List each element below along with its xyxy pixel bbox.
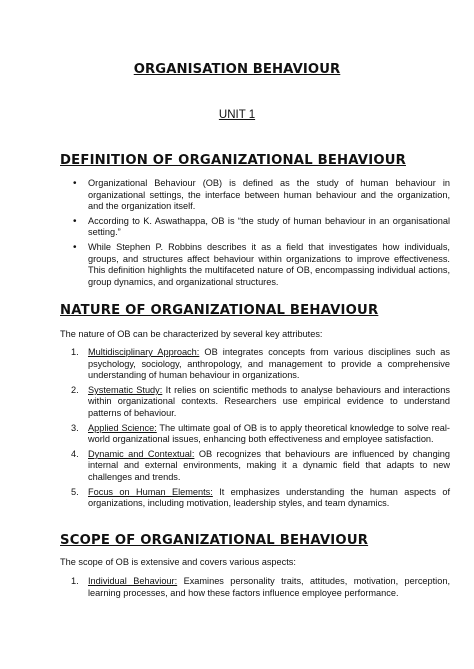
definition-bullet-list bbox=[60, 178, 450, 291]
item-term: Applied Science: bbox=[88, 422, 157, 433]
item-term: Dynamic and Contextual: bbox=[88, 448, 195, 459]
scope-heading: SCOPE OF ORGANIZATIONAL BEHAVIOUR bbox=[60, 533, 369, 548]
list-item bbox=[71, 384, 450, 420]
item-term: Individual Behaviour: bbox=[88, 576, 178, 586]
item-number: 5. bbox=[71, 486, 79, 497]
item-number: 1. bbox=[71, 347, 79, 357]
list-item bbox=[71, 576, 450, 599]
item-text: It relies on scientific methods to analyse behaviours and interactions within organizational contexts. Researchers use empirical evidence to understand patterns of behaviour. bbox=[88, 384, 450, 418]
scope-numbered-list bbox=[60, 576, 450, 602]
nature-intro: The nature of OB can be characterized by several key attributes: bbox=[60, 329, 323, 339]
item-number: 1. bbox=[71, 576, 79, 586]
item-number: 2. bbox=[71, 384, 79, 395]
item-text: Examines personality traits, attitudes, motivation, perception, learning processes, and how these factors influence employee performance. bbox=[88, 576, 450, 598]
scope-intro: The scope of OB is extensive and covers various aspects: bbox=[60, 557, 296, 567]
bullet-item: • Organizational Behaviour (OB) is defined as the study of human behaviour in organizational settings, the interface between human behaviour and the organization, and the organization itself. bbox=[88, 178, 450, 213]
list-item bbox=[71, 347, 450, 382]
item-text: OB integrates concepts from various disciplines such as psychology, sociology, anthropology, and management to provide a comprehensive understanding of human behaviour in organizations. bbox=[88, 347, 450, 381]
list-item bbox=[71, 448, 450, 484]
item-number: 4. bbox=[71, 448, 79, 459]
nature-heading: NATURE OF ORGANIZATIONAL BEHAVIOUR bbox=[60, 303, 379, 318]
item-text: The ultimate goal of OB is to apply theoretical knowledge to solve real-world organizational issues, enhancing both effectiveness and employee satisfaction. bbox=[88, 422, 450, 445]
document-title: ORGANISATION BEHAVIOUR bbox=[133, 62, 341, 77]
list-item bbox=[71, 486, 450, 510]
item-number: 3. bbox=[71, 422, 79, 433]
bullet-item: • According to K. Aswathappa, OB is “the study of human behaviour in an organisational setting.” bbox=[88, 216, 450, 239]
item-text: It emphasizes understanding the human aspects of organizations, including motivation, leadership styles, and team dynamics. bbox=[88, 486, 450, 509]
item-term: Focus on Human Elements: bbox=[88, 486, 213, 497]
nature-numbered-list bbox=[60, 347, 450, 513]
item-term: Systematic Study: bbox=[88, 384, 163, 395]
list-item bbox=[71, 422, 450, 446]
unit-label: UNIT 1 bbox=[218, 109, 256, 121]
item-text: OB recognizes that behaviours are influenced by changing internal and external environments, making it a dynamic field that adapts to new challenges and trends. bbox=[88, 448, 450, 482]
bullet-item: • While Stephen P. Robbins describes it as a field that investigates how individuals, groups, and structures affect behaviour within organizations to improve effectiveness. This definition highlights the multifaceted nature of OB, encompassing individual actions, group dynamics, and organizational structures. bbox=[88, 242, 450, 288]
item-term: Multidisciplinary Approach: bbox=[88, 347, 200, 357]
definition-heading: DEFINITION OF ORGANIZATIONAL BEHAVIOUR bbox=[60, 153, 406, 168]
